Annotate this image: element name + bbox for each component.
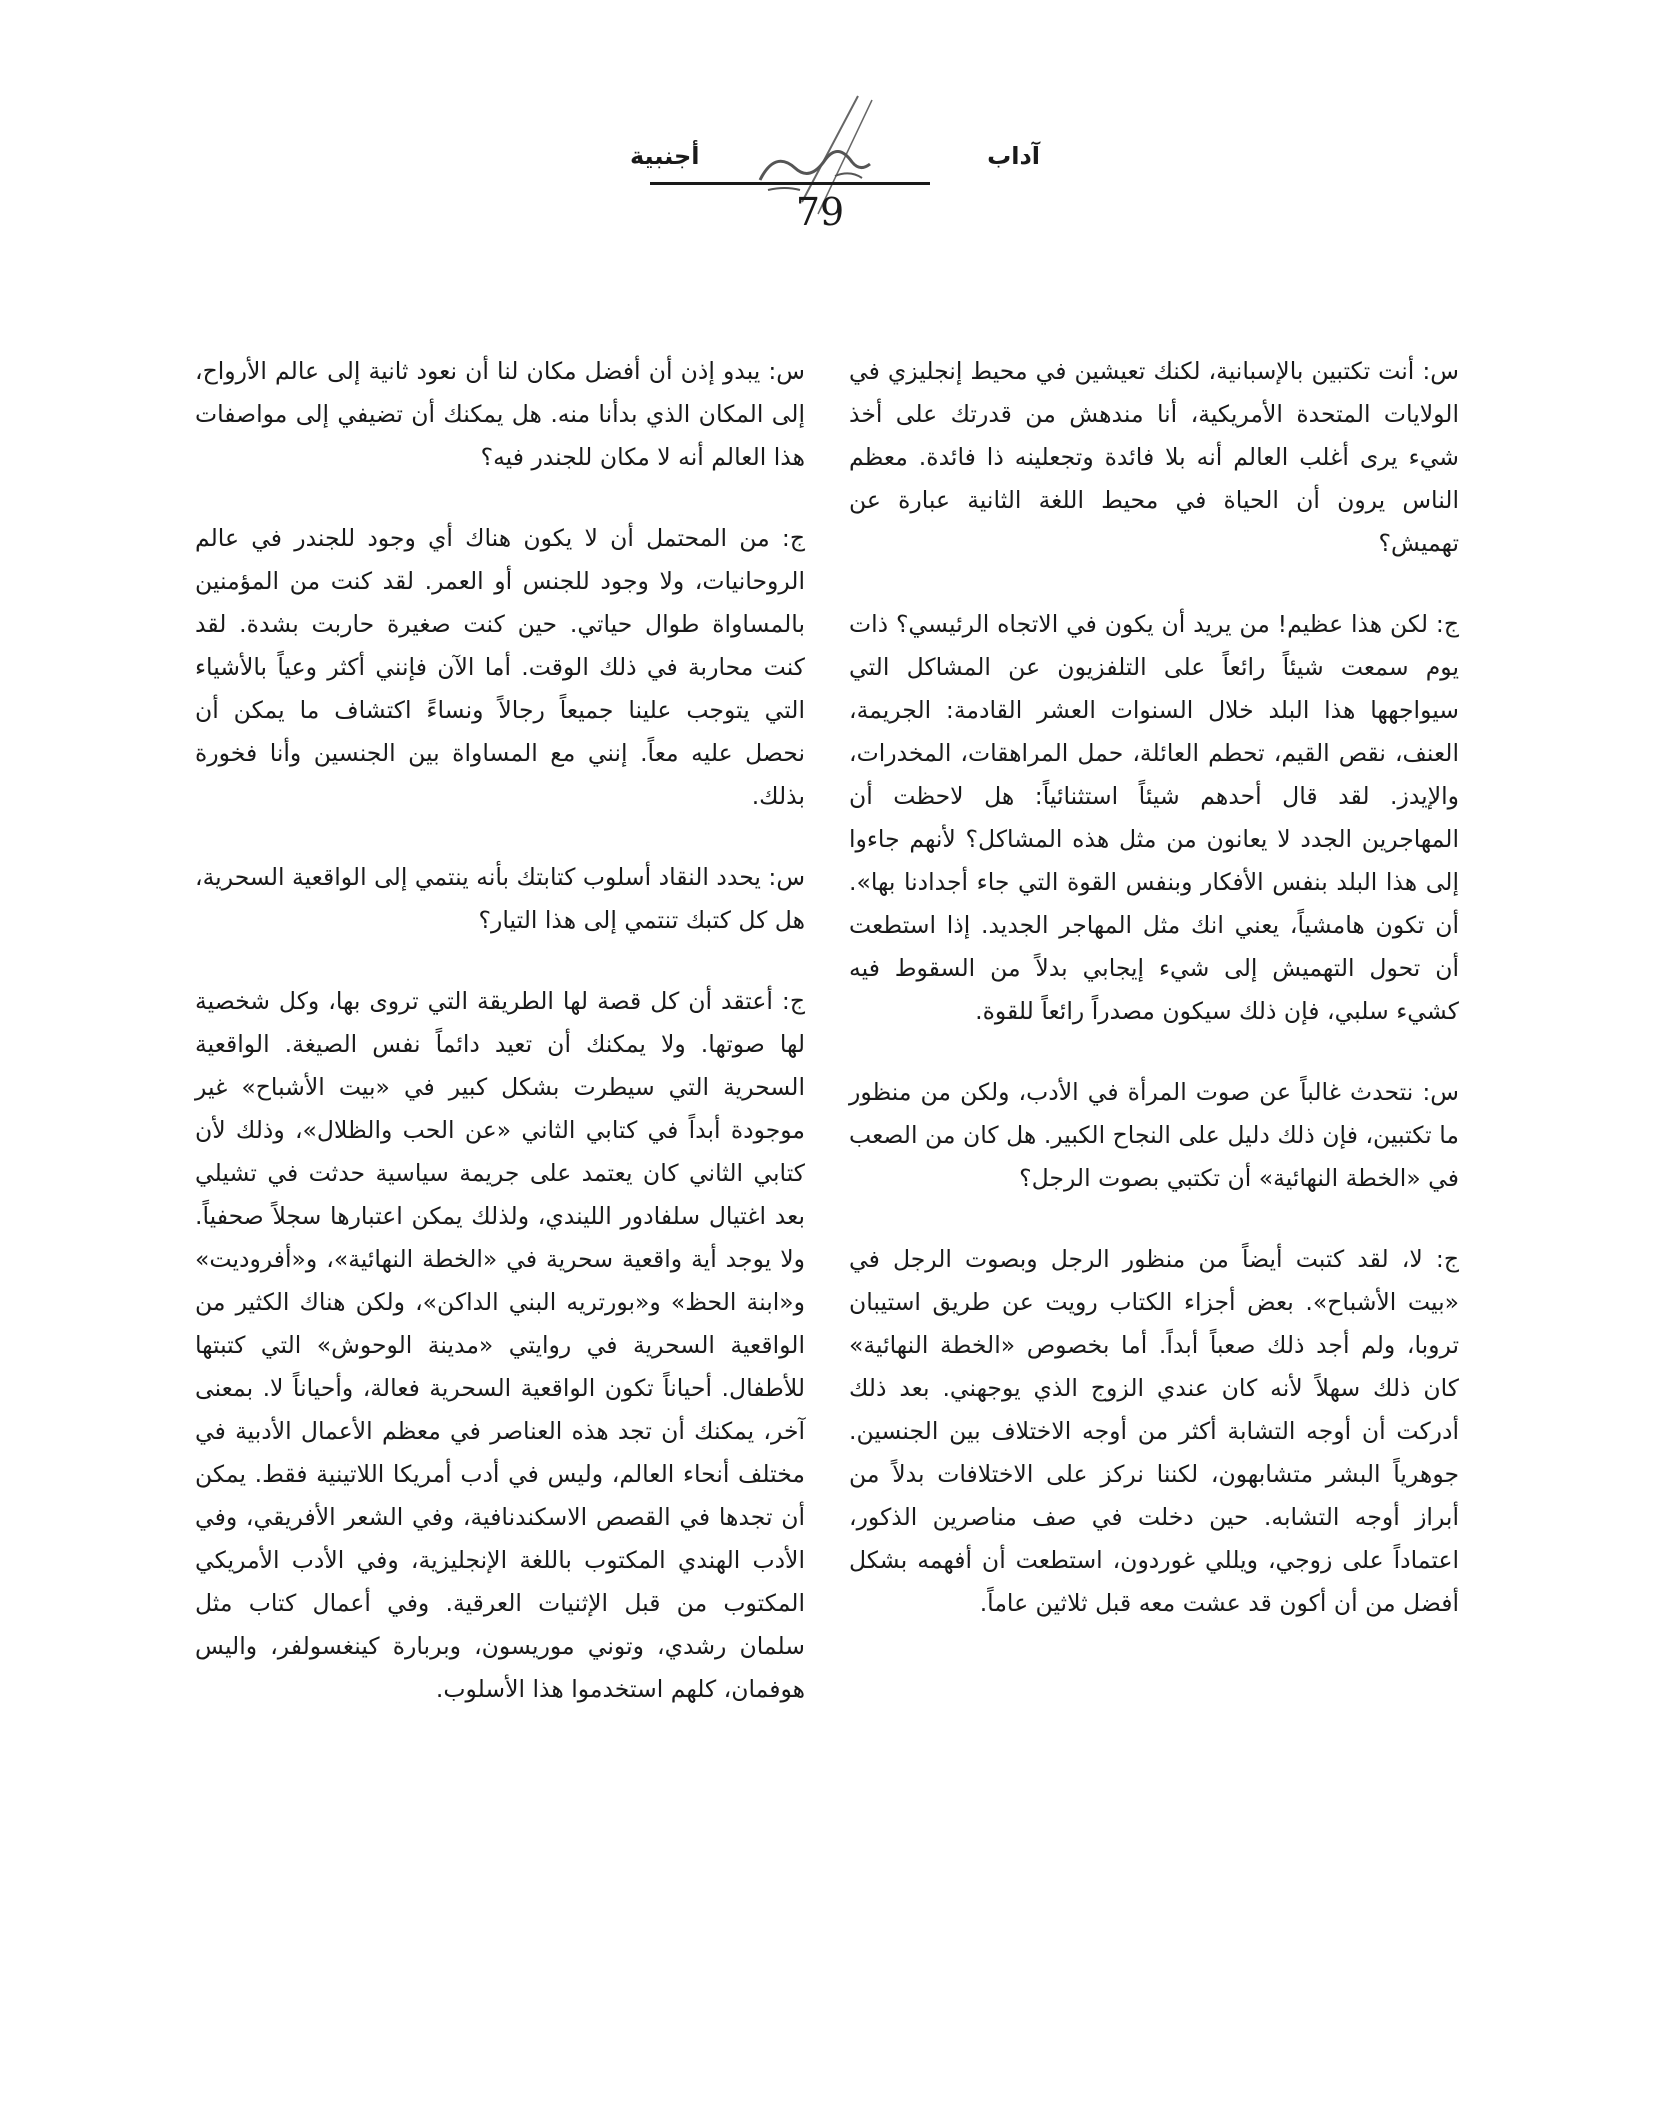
paragraph-question: س: يحدد النقاد أسلوب كتابتك بأنه ينتمي إلى الواقعية السحرية، هل كل كتبك تنتمي إلى هذا التيار؟ <box>195 863 805 934</box>
paragraph-answer: ج: أعتقد أن كل قصة لها الطريقة التي تروى بها، وكل شخصية لها صوتها. ولا يمكنك أن تعيد دائماً نفس الصيغة. الواقعية السحرية التي سيطرت بشكل كبير في «بيت الأشباح» غير موجودة أبداً في كتابي الثاني «عن الحب والظلال»، وذلك لأن كتابي الثاني كان يعتمد على جريمة سياسية حدثت في تشيلي بعد اغتيال سلفادور الليندي، ولذلك يمكن اعتبارها سجلاً صحفياً. ولا يوجد أية واقعية سحرية في «الخطة النهائية»، و«أفروديت» و«ابنة الحظ» و«بورتريه البني الداكن»، ولكن هناك الكثير من الواقعية السحرية في روايتي «مدينة الوحوش» التي كتبتها للأطفال. أحياناً تكون الواقعية السحرية فعالة، وأحياناً لا. بمعنى آخر، يمكنك أن تجد هذه العناصر في معظم الأعمال الأدبية في مختلف أنحاء العالم، وليس في أدب أمريكا اللاتينية فقط. يمكن أن تجدها في القصص الاسكندنافية، وفي الشعر الأفريقي، وفي الأدب الهندي المكتوب باللغة الإنجليزية، وفي الأدب الأمريكي المكتوب من قبل الإثنيات العرقية. وفي أعمال كتاب مثل سلمان رشدي، وتوني موريسون، وبربارة كينغسولفر، واليس هوفمان، كلهم استخدموا هذا الأسلوب. <box>195 987 805 1703</box>
paragraph-answer: ج: لكن هذا عظيم! من يريد أن يكون في الاتجاه الرئيسي؟ ذات يوم سمعت شيئاً رائعاً على التلفزيون عن المشاكل التي سيواجهها هذا البلد خلال السنوات العشر القادمة: الجريمة، العنف، نقص القيم، تحطم العائلة، حمل المراهقات، المخدرات، والإيدز. لقد قال أحدهم شيئاً استثنائياً: هل لاحظت أن المهاجرين الجدد لا يعانون من مثل هذه المشاكل؟ لأنهم جاءوا إلى هذا البلد بنفس الأفكار وبنفس القوة التي جاء أجدادنا بها». أن تكون هامشياً، يعني انك مثل المهاجر الجديد. إذا استطعت أن تحول التهميش إلى شيء إيجابي بدلاً من السقوط فيه كشيء سلبي، فإن ذلك سيكون مصدراً رائعاً للقوة. <box>849 610 1459 1025</box>
paragraph-question: س: يبدو إذن أن أفضل مكان لنا أن نعود ثانية إلى عالم الأرواح، إلى المكان الذي بدأنا منه. هل يمكنك أن تضيفي إلى مواصفات هذا العالم أنه لا مكان للجندر فيه؟ <box>195 357 805 471</box>
page-number: 79 <box>795 190 845 234</box>
section-label-literature: آداب <box>987 142 1040 170</box>
paragraph-question: س: أنت تكتبين بالإسبانية، لكنك تعيشين في محيط إنجليزي في الولايات المتحدة الأمريكية، أنا مندهش من قدرتك على أخذ شيء يرى أغلب العالم أنه بلا فائدة وتجعلينه ذا فائدة. معظم الناس يرون أن الحياة في محيط اللغة الثانية عبارة عن تهميش؟ <box>849 357 1459 557</box>
header-rule <box>650 182 930 185</box>
paragraph-answer: ج: من المحتمل أن لا يكون هناك أي وجود للجندر في عالم الروحانيات، ولا وجود للجنس أو العمر. لقد كنت من المؤمنين بالمساواة طوال حياتي. حين كنت صغيرة حاربت بشدة. لقد كنت محاربة في ذلك الوقت. أما الآن فإنني أكثر وعياً بالأشياء التي يتوجب علينا جميعاً رجالاً ونساءً اكتشاف ما يمكن أن نحصل عليه معاً. إنني مع المساواة بين الجنسين وأنا فخورة بذلك. <box>195 524 805 810</box>
paragraph-question: س: نتحدث غالباً عن صوت المرأة في الأدب، ولكن من منظور ما تكتبين، فإن ذلك دليل على النجاح الكبير. هل كان من الصعب في «الخطة النهائية» أن تكتبي بصوت الرجل؟ <box>849 1078 1459 1192</box>
section-label-foreign: أجنبية <box>630 142 700 170</box>
paragraph-answer: ج: لا، لقد كتبت أيضاً من منظور الرجل وبصوت الرجل في «بيت الأشباح». بعض أجزاء الكتاب رويت عن طريق استيبان تروبا، ولم أجد ذلك صعباً أبداً. أما بخصوص «الخطة النهائية» كان ذلك سهلاً لأنه كان عندي الزوج الذي يوجهني. بعد ذلك أدركت أن أوجه التشابة أكثر من أوجه الاختلاف بين الجنسين. جوهرياً البشر متشابهون، لكننا نركز على الاختلافات بدلاً من أبراز أوجه التشابه. حين دخلت في صف مناصرين الذكور، اعتماداً على زوجي، ويللي غوردون، استطعت أن أفهمه بشكل أفضل من أن أكون قد عشت معه قبل ثلاثين عاماً. <box>849 1245 1459 1617</box>
left-column <box>195 350 805 1749</box>
page-header <box>600 90 1040 270</box>
right-column <box>849 350 1459 1663</box>
